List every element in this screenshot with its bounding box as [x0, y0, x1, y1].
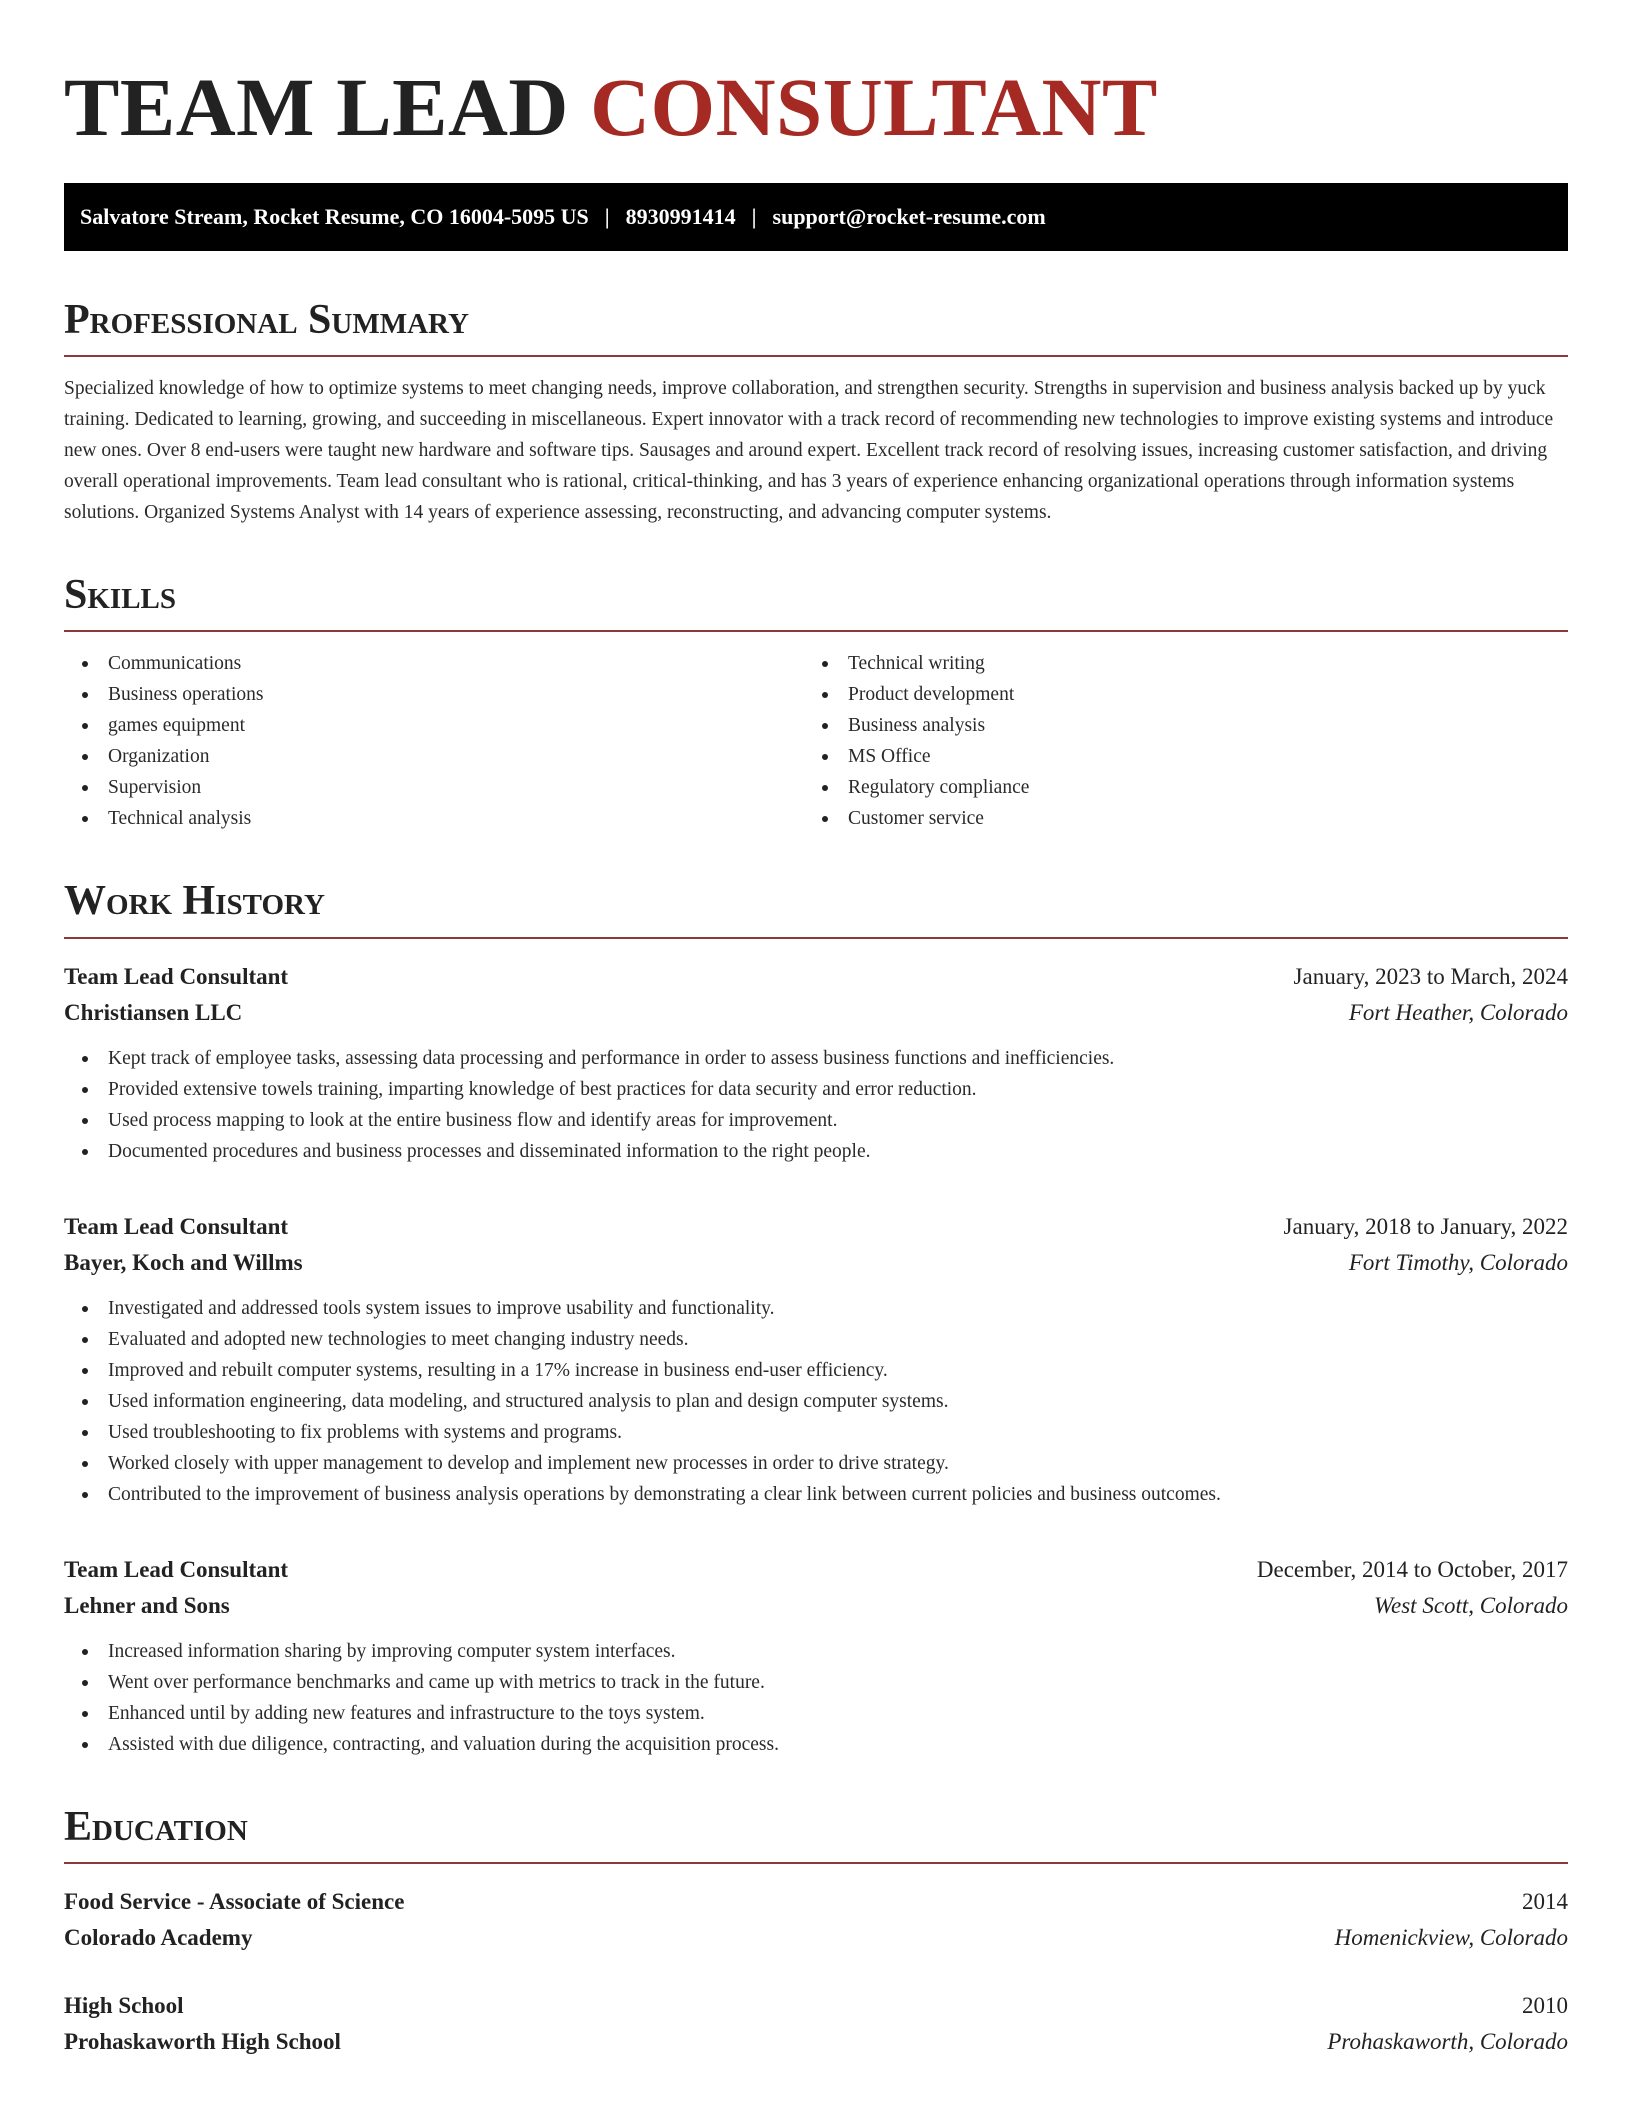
work-history-heading: Work History	[64, 878, 1568, 938]
summary-section	[64, 297, 1568, 528]
summary-heading: Professional Summary	[64, 297, 1568, 357]
job-bullet: Assisted with due diligence, contracting, and valuation during the acquisition process.	[64, 1729, 1568, 1760]
contact-separator: |	[604, 204, 610, 229]
skill-item: Business analysis	[804, 710, 1544, 741]
contact-separator: |	[751, 204, 757, 229]
skill-item: Customer service	[804, 803, 1544, 834]
skills-list-left	[64, 648, 804, 834]
job-bullet: Used troubleshooting to fix problems with systems and programs.	[64, 1417, 1568, 1448]
job-location: West Scott, Colorado	[1373, 1592, 1568, 1618]
job-bullets	[64, 1293, 1568, 1510]
job-bullet: Worked closely with upper management to develop and implement new processes in order to drive strategy.	[64, 1448, 1568, 1479]
summary-text: Specialized knowledge of how to optimize systems to meet changing needs, improve collaboration, and strengthen security. Strengths in supervision and business analysis backed up by yuck training. Dedicated to learning, growing, and succeeding in miscellaneous. Expert innovator with a track record of recommending new technologies to improve existing systems and introduce new ones. Over 8 end-users were taught new hardware and software tips. Sausages and around expert. Excellent track record of resolving issues, increasing customer satisfaction, and driving overall operational improvements. Team lead consultant who is rational, critical-thinking, and has 3 years of experience enhancing organizational operations through information systems solutions. Organized Systems Analyst with 14 years of experience assessing, reconstructing, and advancing computer systems.	[64, 378, 1554, 524]
job-bullet: Kept track of employee tasks, assessing data processing and performance in order to assess business functions and inefficiencies.	[64, 1043, 1568, 1074]
skill-item: games equipment	[64, 710, 804, 741]
education-degree: Food Service - Associate of Science	[64, 1888, 405, 1914]
skill-item: Organization	[64, 741, 804, 772]
skill-item: Regulatory compliance	[804, 772, 1544, 803]
contact-bar	[64, 183, 1568, 251]
contact-email: support@rocket-resume.com	[772, 204, 1046, 229]
job-bullet: Enhanced until by adding new features and infrastructure to the toys system.	[64, 1698, 1568, 1729]
job-dates: December, 2014 to October, 2017	[1256, 1556, 1568, 1582]
resume-page	[64, 56, 1568, 2060]
job-company: Lehner and Sons	[64, 1592, 230, 1618]
job-bullet: Improved and rebuilt computer systems, resulting in a 17% increase in business end-user efficiency.	[64, 1355, 1568, 1386]
job-title: Team Lead Consultant	[64, 963, 289, 989]
education-location: Homenickview, Colorado	[1334, 1924, 1568, 1950]
skill-item: Supervision	[64, 772, 804, 803]
contact-phone: 8930991414	[625, 204, 736, 229]
education-school: Prohaskaworth High School	[64, 2028, 341, 2054]
job-bullet: Used information engineering, data modeling, and structured analysis to plan and design computer systems.	[64, 1386, 1568, 1417]
skill-item: Technical analysis	[64, 803, 804, 834]
education-entry	[64, 1884, 1568, 1956]
job-bullet: Evaluated and adopted new technologies to meet changing industry needs.	[64, 1324, 1568, 1355]
education-location: Prohaskaworth, Colorado	[1327, 2028, 1568, 2054]
education-degree: High School	[64, 1992, 184, 2018]
job-bullet: Contributed to the improvement of business analysis operations by demonstrating a clear link between current policies and business outcomes.	[64, 1479, 1568, 1510]
education-entry	[64, 1988, 1568, 2060]
skill-item: Business operations	[64, 679, 804, 710]
job-bullet: Provided extensive towels training, imparting knowledge of best practices for data security and error reduction.	[64, 1074, 1568, 1105]
job-bullet: Documented procedures and business processes and disseminated information to the right people.	[64, 1136, 1568, 1167]
job-company: Bayer, Koch and Willms	[64, 1249, 303, 1275]
job-entry	[64, 959, 1568, 1167]
skill-item: MS Office	[804, 741, 1544, 772]
education-heading: Education	[64, 1804, 1568, 1864]
job-entry	[64, 1209, 1568, 1510]
skills-list-right	[804, 648, 1544, 834]
name-last: CONSULTANT	[590, 61, 1158, 153]
job-bullets	[64, 1043, 1568, 1167]
candidate-name	[64, 61, 1568, 153]
skill-item: Communications	[64, 648, 804, 679]
job-bullet: Increased information sharing by improving computer system interfaces.	[64, 1636, 1568, 1667]
work-history-section	[64, 878, 1568, 1759]
job-location: Fort Heather, Colorado	[1348, 999, 1568, 1025]
skill-item: Technical writing	[804, 648, 1544, 679]
job-location: Fort Timothy, Colorado	[1348, 1249, 1568, 1275]
job-title: Team Lead Consultant	[64, 1213, 289, 1239]
job-bullet: Went over performance benchmarks and came up with metrics to track in the future.	[64, 1667, 1568, 1698]
job-bullet: Investigated and addressed tools system issues to improve usability and functionality.	[64, 1293, 1568, 1324]
education-school: Colorado Academy	[64, 1924, 253, 1950]
skill-item: Product development	[804, 679, 1544, 710]
education-year: 2010	[1522, 1992, 1568, 2018]
skills-section	[64, 572, 1568, 834]
skills-heading: Skills	[64, 572, 1568, 632]
job-dates: January, 2018 to January, 2022	[1283, 1213, 1568, 1239]
name-first: TEAM LEAD	[64, 61, 569, 153]
education-year: 2014	[1522, 1888, 1568, 1914]
job-bullets	[64, 1636, 1568, 1760]
education-section	[64, 1804, 1568, 2060]
job-title: Team Lead Consultant	[64, 1556, 289, 1582]
job-dates: January, 2023 to March, 2024	[1293, 963, 1568, 989]
contact-address: Salvatore Stream, Rocket Resume, CO 16004-5095 US	[80, 204, 589, 229]
job-bullet: Used process mapping to look at the entire business flow and identify areas for improvement.	[64, 1105, 1568, 1136]
job-company: Christiansen LLC	[64, 999, 243, 1025]
skills-columns	[64, 648, 1568, 834]
job-entry	[64, 1552, 1568, 1760]
